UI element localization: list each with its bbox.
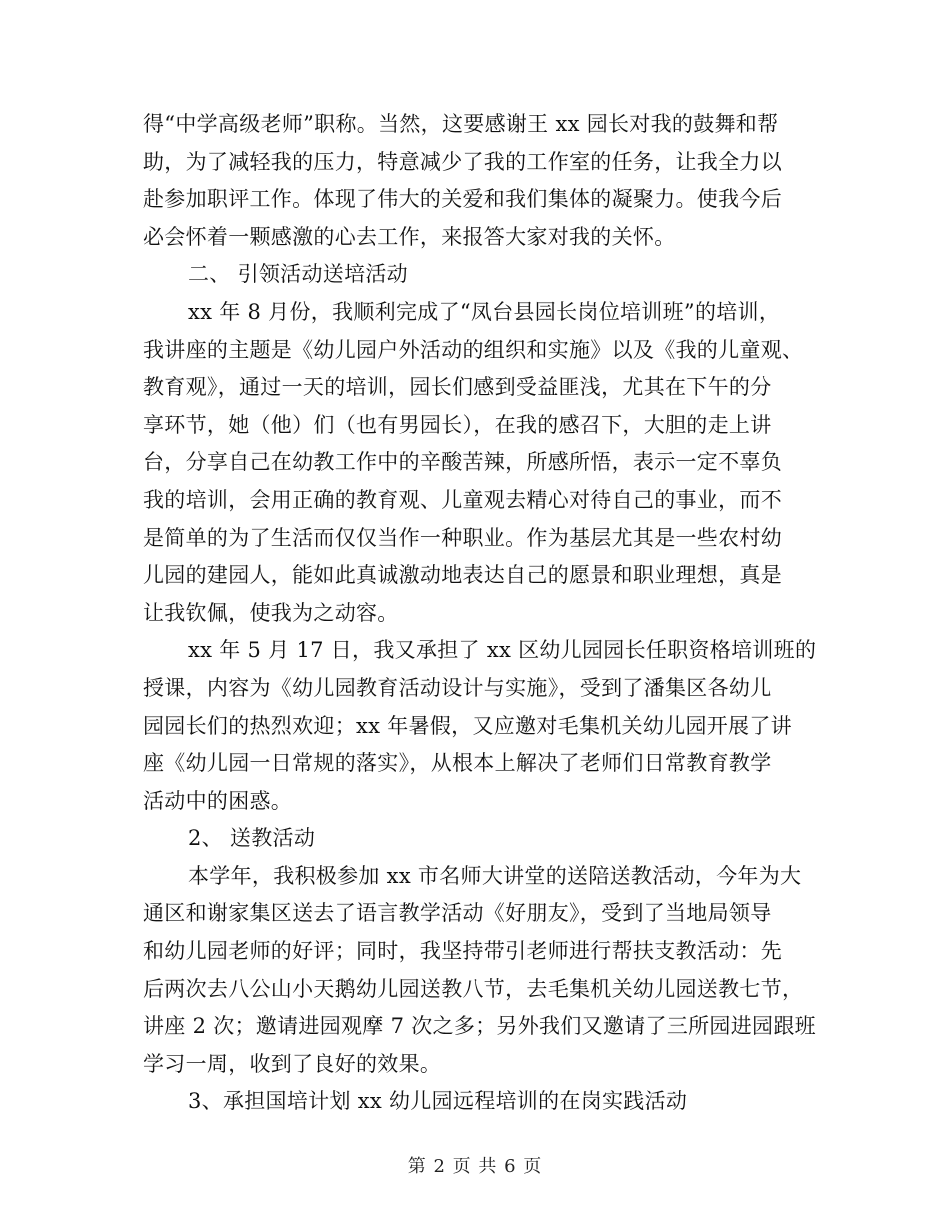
- text-line: xx 年 5 月 17 日，我又承担了 xx 区幼儿园园长任职资格培训班的: [188, 638, 817, 663]
- text-line: 台，分享自己在幼教工作中的辛酸苦辣，所感所悟，表示一定不辜负: [143, 450, 782, 475]
- text-line: 后两次去八公山小天鹅幼儿园送教八节，去毛集机关幼儿园送教七节，: [143, 976, 804, 1001]
- text-line: 教育观》，通过一天的培训，园长们感到受益匪浅，尤其在下午的分: [143, 375, 772, 400]
- text-line: 我的培训，会用正确的教育观、儿童观去精心对待自己的事业，而不: [143, 487, 782, 512]
- text-line: 活动中的困惑。: [143, 788, 293, 813]
- section-heading: 2、 送教活动: [188, 826, 316, 851]
- text-line: 必会怀着一颗感激的心去工作，来报答大家对我的关怀。: [143, 224, 676, 249]
- text-line: 是简单的为了生活而仅仅当作一种职业。作为基层尤其是一些农村幼: [143, 525, 782, 550]
- text-line: 我讲座的主题是《幼儿园户外活动的组织和实施》以及《我的儿童观、: [143, 337, 804, 362]
- text-line: 儿园的建园人，能如此真诚激动地表达自己的愿景和职业理想，真是: [143, 563, 782, 588]
- text-line: 本学年，我积极参加 xx 市名师大讲堂的送陪送教活动，今年为大: [188, 863, 802, 888]
- text-line: 讲座 2 次；邀请进园观摩 7 次之多；另外我们又邀请了三所园进园跟班: [143, 1014, 816, 1039]
- text-line: 享环节，她（他）们（也有男园长），在我的感召下，大胆的走上讲: [143, 412, 772, 437]
- section-heading: 二、 引领活动送培活动: [188, 262, 408, 287]
- text-line: 授课，内容为《幼儿园教育活动设计与实施》，受到了潘集区各幼儿: [143, 675, 772, 700]
- text-line: 助，为了减轻我的压力，特意减少了我的工作室的任务，让我全力以: [143, 149, 782, 174]
- text-line: 学习一周，收到了良好的效果。: [143, 1051, 442, 1076]
- document-body: [143, 106, 823, 1121]
- text-line: 园园长们的热烈欢迎；xx 年暑假，又应邀对毛集机关幼儿园开展了讲: [143, 713, 792, 738]
- page-number-footer: 第 2 页 共 6 页: [407, 1156, 543, 1177]
- text-line: 通区和谢家集区送去了语言教学活动《好朋友》，受到了当地局领导: [143, 901, 772, 926]
- text-line: 得“中学高级老师”职称。当然，这要感谢王 xx 园长对我的鼓舞和帮: [143, 112, 779, 136]
- text-line: 和幼儿园老师的好评；同时，我坚持带引老师进行帮扶支教活动：先: [143, 939, 782, 964]
- text-line: xx 年 8 月份，我顺利完成了“凤台县园长岗位培训班”的培训，: [188, 299, 781, 324]
- text-line: 让我钦佩，使我为之动容。: [143, 600, 399, 625]
- text-line: 座《幼儿园一日常规的落实》，从根本上解决了老师们日常教育教学: [143, 751, 772, 776]
- text-line: 赴参加职评工作。体现了伟大的关爱和我们集体的凝聚力。使我今后: [143, 187, 782, 212]
- section-heading: 3、承担国培计划 xx 幼儿园远程培训的在岗实践活动: [188, 1089, 688, 1114]
